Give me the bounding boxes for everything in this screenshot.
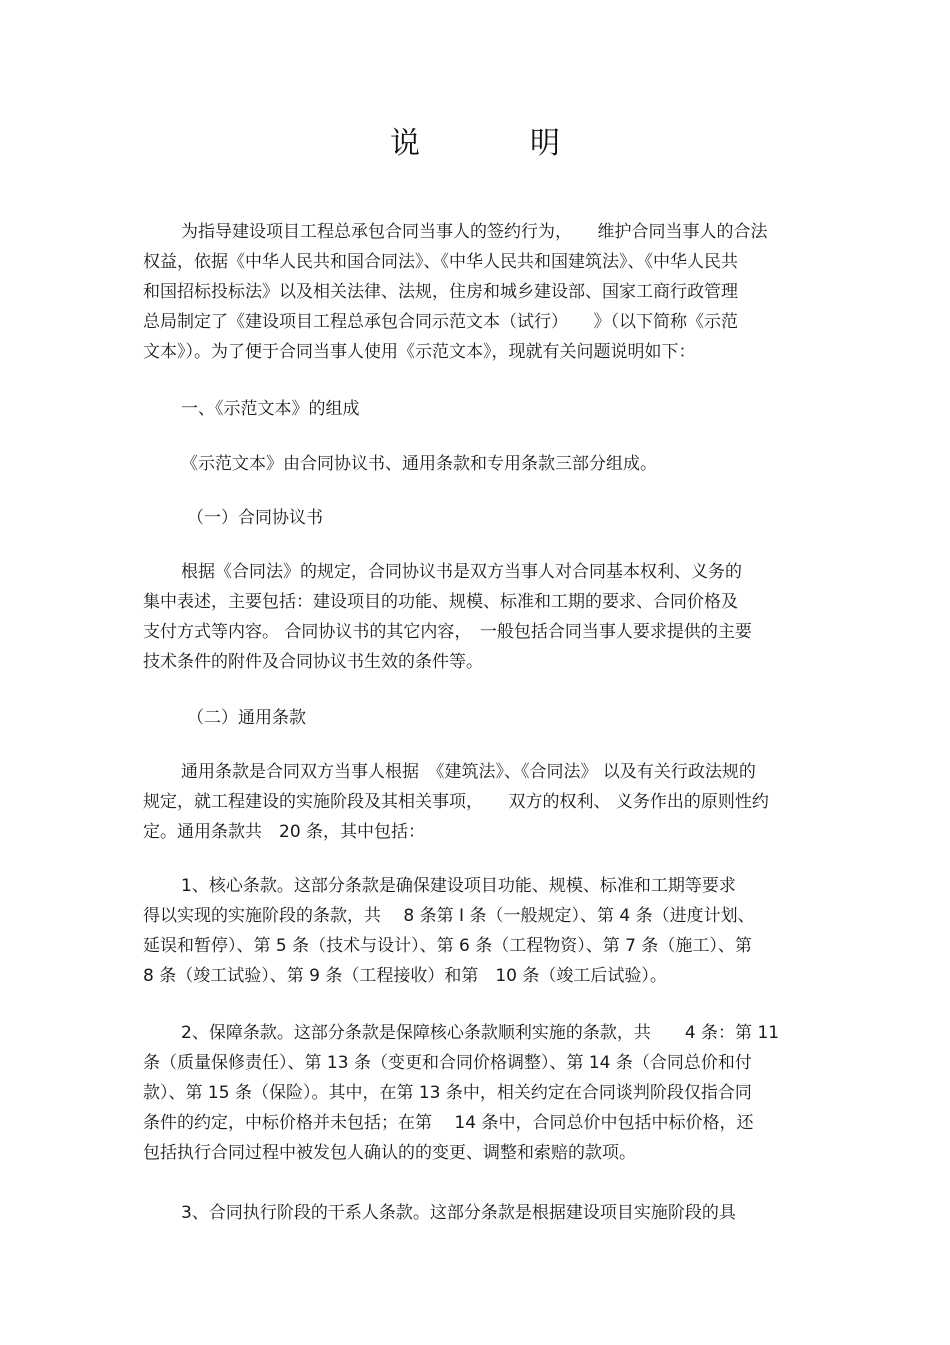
guarantee-terms-paragraph	[143, 1018, 823, 1168]
text-line: （一）合同协议书	[187, 508, 323, 528]
text-line: 延误和暂停）、第 5 条（技术与设计）、第 6 条（工程物资）、第 7 条（施工）、第	[143, 936, 752, 956]
subsection-heading	[143, 503, 823, 533]
composition-paragraph	[143, 449, 823, 479]
text-line: 和国招标投标法》以及相关法律、法规，住房和城乡建设部、国家工商行政管理	[143, 282, 738, 302]
text-line: 1、核心条款。这部分条款是确保建设项目功能、规模、标准和工期等要求	[181, 876, 736, 896]
text-line: 集中表述，主要包括：建设项目的功能、规模、标准和工期的要求、合同价格及	[143, 592, 738, 612]
text-line: 权益，依据《中华人民共和国合同法》、《中华人民共和国建筑法》、《中华人民共	[143, 252, 738, 272]
text-line: 一、《示范文本》的组成	[181, 399, 360, 419]
stakeholder-terms-paragraph	[143, 1198, 823, 1228]
text-line: 条件的约定，中标价格并未包括；在第 14 条中，合同总价中包括中标价格，还	[143, 1113, 754, 1133]
section-heading	[143, 394, 823, 424]
text-line: 定。通用条款共 20 条，其中包括：	[143, 822, 426, 842]
subsection-heading	[143, 703, 823, 733]
text-line: 通用条款是合同双方当事人根据 《建筑法》、《合同法》 以及有关行政法规的	[181, 762, 756, 782]
agreement-paragraph	[143, 557, 823, 677]
text-line: 3、合同执行阶段的干系人条款。这部分条款是根据建设项目实施阶段的具	[181, 1203, 736, 1223]
text-line: 为指导建设项目工程总承包合同当事人的签约行为， 维护合同当事人的合法	[181, 222, 768, 242]
intro-paragraph	[143, 217, 823, 367]
text-line: 技术条件的附件及合同协议书生效的条件等。	[143, 652, 483, 672]
text-line: 支付方式等内容。 合同协议书的其它内容， 一般包括合同当事人要求提供的主要	[143, 622, 752, 642]
core-terms-paragraph	[143, 871, 823, 991]
text-line: 根据《合同法》的规定，合同协议书是双方当事人对合同基本权利、义务的	[181, 562, 742, 582]
text-line: 2、保障条款。这部分条款是保障核心条款顺利实施的条款，共 4 条：第 11	[181, 1023, 780, 1043]
text-line: 规定，就工程建设的实施阶段及其相关事项， 双方的权利、 义务作出的原则性约	[143, 792, 769, 812]
text-line: 条（质量保修责任）、第 13 条（变更和合同价格调整）、第 14 条（合同总价和付	[143, 1053, 752, 1073]
text-line: 包括执行合同过程中被发包人确认的的变更、调整和索赔的款项。	[143, 1143, 636, 1163]
text-line: 得以实现的实施阶段的条款，共 8 条第 I 条（一般规定）、第 4 条（进度计划、	[143, 906, 755, 926]
text-line: 总局制定了《建设项目工程总承包合同示范文本（试行） 》（以下简称《示范	[143, 312, 738, 332]
text-line: （二）通用条款	[187, 708, 306, 728]
text-line: 款）、第 15 条（保险）。其中，在第 13 条中，相关约定在合同谈判阶段仅指合同	[143, 1083, 752, 1103]
page-title: 说 明	[390, 126, 600, 161]
text-line: 文本》）。为了便于合同当事人使用《示范文本》，现就有关问题说明如下：	[143, 342, 696, 362]
text-line: 8 条（竣工试验）、第 9 条（工程接收）和第 10 条（竣工后试验）。	[143, 966, 667, 986]
general-terms-paragraph	[143, 757, 823, 847]
text-line: 《示范文本》由合同协议书、通用条款和专用条款三部分组成。	[181, 454, 657, 474]
